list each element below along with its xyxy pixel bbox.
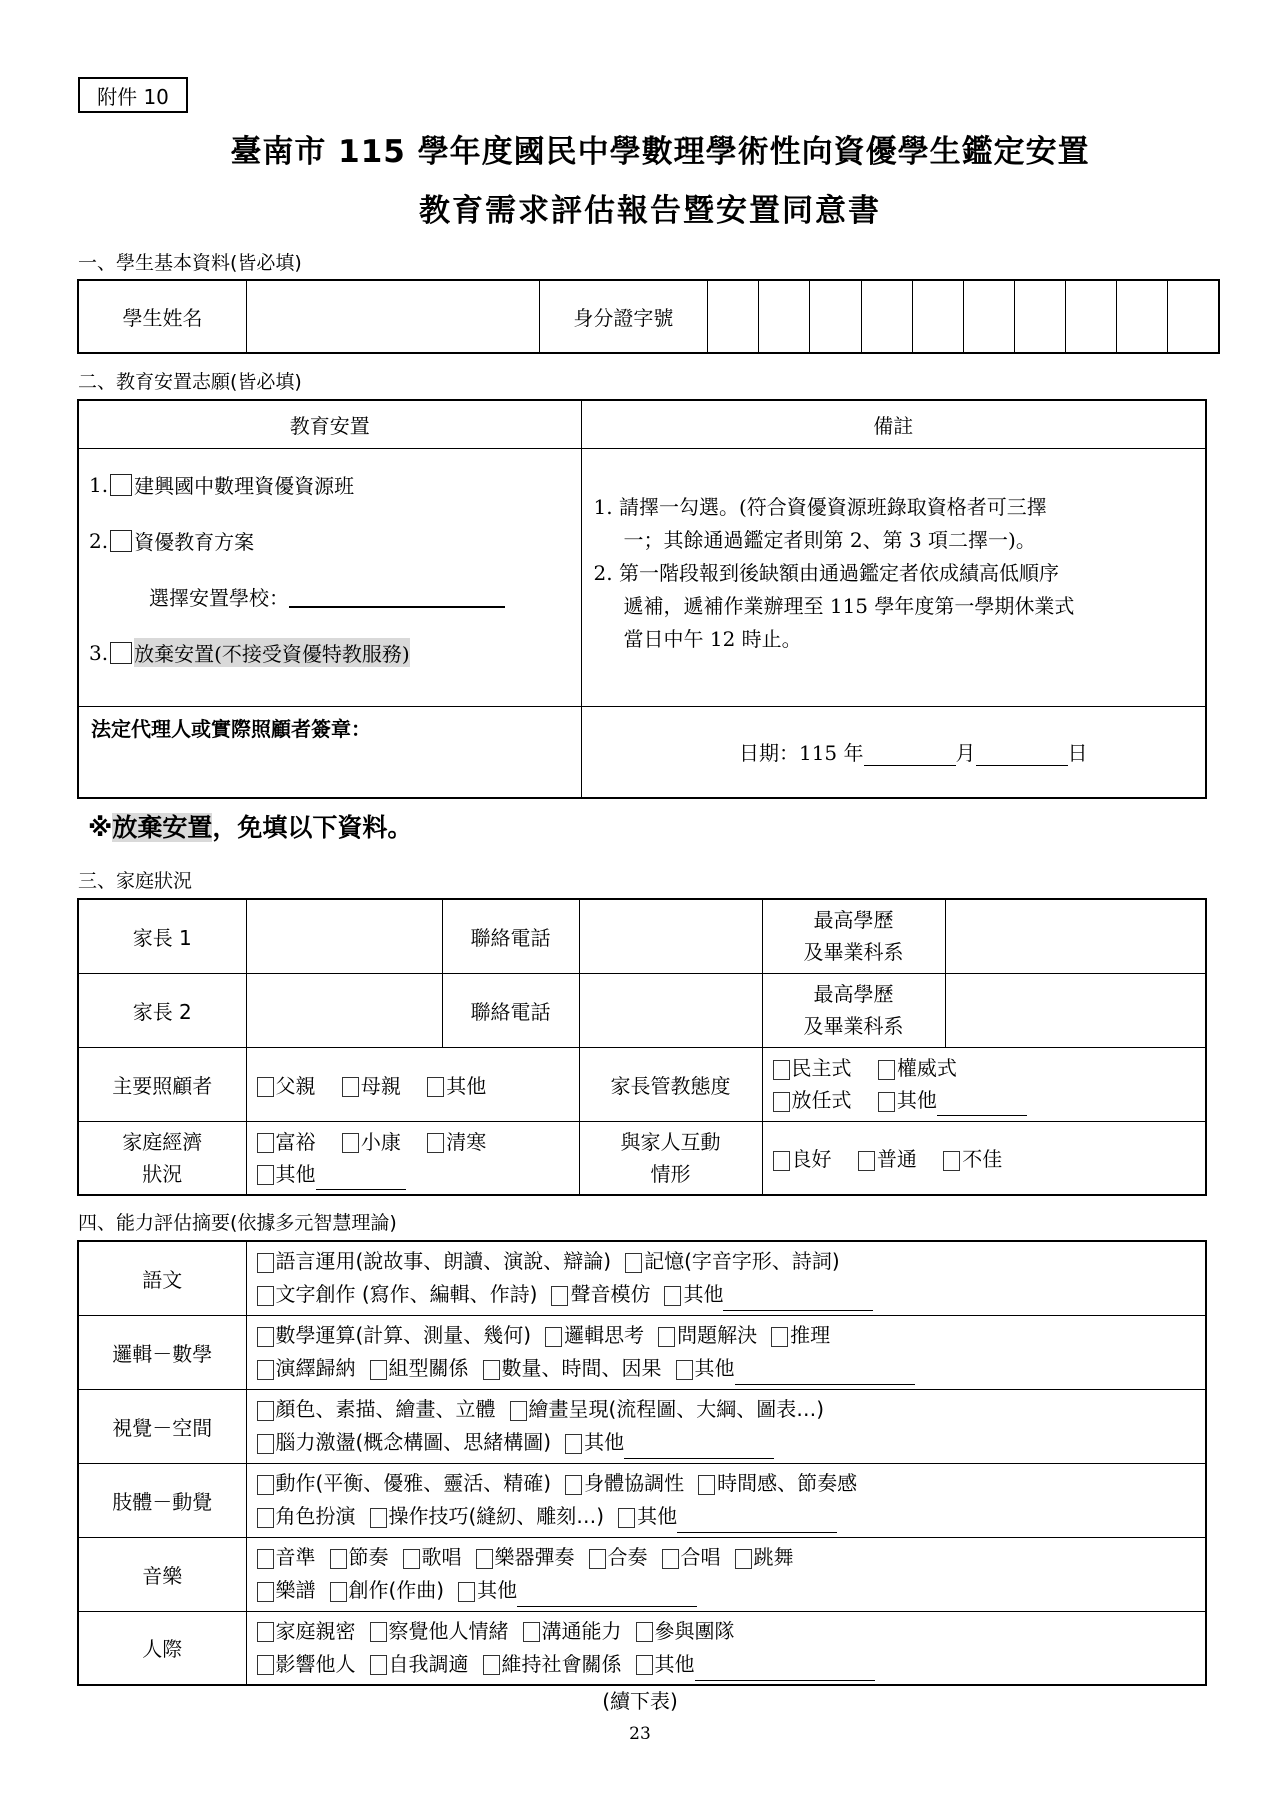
- ability-options-line: [247, 1393, 1206, 1426]
- checkbox[interactable]: [257, 1508, 274, 1528]
- ability-option[interactable]: [636, 1652, 875, 1676]
- ability-option[interactable]: [257, 1249, 612, 1273]
- option-number: 1.: [89, 472, 109, 497]
- checkbox[interactable]: [257, 1655, 274, 1675]
- note-text: 當日中午 12 時止。: [623, 626, 802, 651]
- checkbox[interactable]: [458, 1582, 475, 1602]
- checkbox[interactable]: [370, 1360, 387, 1380]
- date-day-field[interactable]: [976, 744, 1068, 766]
- option-label: 身體協調性: [584, 1471, 685, 1495]
- skip-notice-text: ，免填以下資料。: [212, 813, 413, 842]
- ability-option[interactable]: [370, 1652, 469, 1676]
- option-label: 推理: [790, 1323, 831, 1347]
- checkbox[interactable]: [618, 1508, 635, 1528]
- checkbox[interactable]: [110, 530, 132, 552]
- ability-option[interactable]: [458, 1578, 697, 1602]
- id-digit-box[interactable]: [810, 280, 861, 353]
- other-text-field[interactable]: [937, 1096, 1027, 1116]
- ability-option[interactable]: [257, 1652, 356, 1676]
- ability-option[interactable]: [257, 1430, 552, 1454]
- parent2-education-label: [762, 973, 945, 1047]
- checkbox[interactable]: [545, 1327, 562, 1347]
- student-name-field[interactable]: [246, 280, 539, 353]
- ability-option[interactable]: [257, 1397, 496, 1421]
- option-label: 其他: [584, 1430, 625, 1454]
- ability-options-line: [247, 1245, 1206, 1278]
- other-text-field[interactable]: [677, 1513, 837, 1533]
- option-label: 父親: [275, 1073, 316, 1098]
- option-label: 創作(作曲): [348, 1578, 445, 1602]
- ability-option[interactable]: [698, 1471, 857, 1495]
- ability-option[interactable]: [551, 1282, 650, 1306]
- ability-option[interactable]: [370, 1356, 469, 1380]
- option-label: 察覺他人情緒: [388, 1618, 509, 1643]
- id-digit-box[interactable]: [1014, 280, 1065, 353]
- school-select-row: [79, 569, 581, 625]
- option-label: 其他: [637, 1504, 678, 1528]
- family-economy-options: [246, 1121, 579, 1195]
- checkbox[interactable]: [257, 1549, 274, 1569]
- skip-notice-highlight: 放棄安置: [112, 813, 213, 842]
- checkbox[interactable]: [110, 642, 132, 664]
- checkbox[interactable]: [257, 1165, 274, 1185]
- checkbox[interactable]: [565, 1434, 582, 1454]
- ability-option[interactable]: [257, 1282, 538, 1306]
- ability-option[interactable]: [403, 1545, 462, 1569]
- checkbox[interactable]: [589, 1549, 606, 1569]
- other-text-field[interactable]: [517, 1587, 697, 1607]
- option-label: 清寒: [446, 1129, 487, 1154]
- ability-area-label: 人際: [78, 1611, 246, 1685]
- ability-options-cell: [246, 1241, 1206, 1315]
- ability-option[interactable]: [664, 1282, 873, 1306]
- ability-options-line: [247, 1467, 1206, 1500]
- id-digit-box[interactable]: [1066, 280, 1117, 353]
- option-label: 數量、時間、因果: [501, 1356, 662, 1380]
- section1-heading: 一、學生基本資料(皆必填): [78, 252, 302, 274]
- ability-option[interactable]: [476, 1545, 575, 1569]
- ability-option[interactable]: [483, 1652, 622, 1676]
- placement-options-cell: [78, 448, 581, 706]
- notes-cell: [581, 448, 1206, 706]
- option-label: 民主式: [791, 1056, 852, 1080]
- school-select-label: 選擇安置學校：: [149, 586, 289, 610]
- ability-area-label: 肢體－動覺: [78, 1463, 246, 1537]
- checkbox[interactable]: [342, 1077, 359, 1097]
- checkbox[interactable]: [370, 1622, 387, 1642]
- checkbox[interactable]: [658, 1327, 675, 1347]
- ability-options-cell: [246, 1463, 1206, 1537]
- continued-note: (續下表): [602, 1689, 678, 1713]
- family-status-table: [77, 898, 1207, 1196]
- option-label: 建興國中數理資優資源班: [134, 474, 355, 498]
- ability-options-line: [247, 1500, 1206, 1533]
- section4-heading: 四、能力評估摘要(依據多元智慧理論): [78, 1212, 397, 1234]
- placement-preference-table: [77, 399, 1207, 799]
- signature-date-cell: [581, 706, 1206, 798]
- checkbox[interactable]: [257, 1077, 274, 1097]
- option-label: 其他: [654, 1651, 695, 1676]
- economy-option-moderate[interactable]: [342, 1130, 401, 1154]
- student-name-label: 學生姓名: [78, 280, 246, 353]
- economy-option-poor[interactable]: [427, 1130, 486, 1154]
- parent2-phone-field[interactable]: [579, 973, 762, 1047]
- ability-option[interactable]: [510, 1397, 825, 1421]
- ability-area-label: 音樂: [78, 1537, 246, 1611]
- other-text-field[interactable]: [316, 1170, 406, 1190]
- option-label: 母親: [360, 1073, 401, 1098]
- option-label: 影響他人: [275, 1651, 356, 1676]
- reference-mark: ※: [88, 813, 113, 842]
- option-label: 合唱: [680, 1545, 721, 1569]
- ability-options-line: [247, 1541, 1206, 1574]
- family-interaction-options: [762, 1121, 1206, 1195]
- id-digit-box[interactable]: [912, 280, 963, 353]
- parenting-option-authoritarian[interactable]: [878, 1056, 957, 1080]
- ability-options-line: [247, 1648, 1206, 1681]
- ability-options-cell: [246, 1389, 1206, 1463]
- guardian-signature-label: 法定代理人或實際照顧者簽章：: [91, 716, 371, 741]
- option-label: 邏輯思考: [564, 1323, 645, 1347]
- option-label: 權威式: [896, 1056, 957, 1080]
- ability-row: [78, 1241, 1206, 1315]
- date-month-label: 月: [955, 741, 976, 766]
- checkbox[interactable]: [483, 1655, 500, 1675]
- parent1-label: 家長 1: [78, 899, 246, 973]
- checkbox[interactable]: [483, 1360, 500, 1380]
- ability-option[interactable]: [330, 1545, 389, 1569]
- placement-option-3[interactable]: [79, 625, 581, 681]
- option-number: 2.: [89, 528, 109, 553]
- ability-option[interactable]: [257, 1471, 552, 1495]
- date-day-label: 日: [1067, 741, 1088, 766]
- option-label: 動作(平衡、優雅、靈活、精確): [275, 1471, 552, 1495]
- option-label: 聲音模仿: [570, 1282, 651, 1307]
- ability-option[interactable]: [257, 1619, 356, 1643]
- option-label: 合奏: [607, 1545, 648, 1569]
- ability-option[interactable]: [662, 1545, 721, 1569]
- id-digit-box[interactable]: [1168, 280, 1219, 353]
- parenting-option-other[interactable]: [878, 1088, 1027, 1112]
- ability-area-label: 語文: [78, 1241, 246, 1315]
- option-label: 不佳: [962, 1147, 1003, 1172]
- parent1-education-field[interactable]: [945, 899, 1206, 973]
- checkbox[interactable]: [858, 1151, 875, 1171]
- option-label: 放任式: [791, 1088, 852, 1112]
- parent2-name-field[interactable]: [246, 973, 442, 1047]
- ability-option[interactable]: [565, 1471, 684, 1495]
- checkbox[interactable]: [257, 1286, 274, 1306]
- ability-option[interactable]: [257, 1356, 356, 1380]
- ability-option[interactable]: [483, 1356, 662, 1380]
- parenting-attitude-label: 家長管教態度: [579, 1047, 762, 1121]
- option-label: 家庭親密: [275, 1618, 356, 1643]
- id-digit-box[interactable]: [1117, 280, 1168, 353]
- ability-row: [78, 1463, 1206, 1537]
- section2-heading: 二、教育安置志願(皆必填): [78, 371, 302, 393]
- checkbox[interactable]: [551, 1286, 568, 1306]
- checkbox[interactable]: [257, 1475, 274, 1495]
- ability-area-label: 邏輯－數學: [78, 1315, 246, 1389]
- option-label: 富裕: [275, 1129, 316, 1154]
- checkbox[interactable]: [510, 1401, 527, 1421]
- checkbox[interactable]: [636, 1622, 653, 1642]
- family-economy-label: [78, 1121, 246, 1195]
- ability-row: [78, 1389, 1206, 1463]
- caregiver-option-father[interactable]: [257, 1074, 316, 1098]
- checkbox[interactable]: [565, 1475, 582, 1495]
- school-select-field[interactable]: [289, 586, 505, 608]
- parent2-label: 家長 2: [78, 973, 246, 1047]
- placement-column-header: 教育安置: [78, 400, 581, 448]
- option-label: 語言運用(說故事、朗讀、演說、辯論): [275, 1249, 612, 1274]
- option-label: 顏色、素描、繪畫、立體: [275, 1397, 496, 1421]
- section3-heading: 三、家庭狀況: [78, 870, 193, 892]
- option-label: 普通: [876, 1147, 917, 1172]
- ability-area-label: 視覺－空間: [78, 1389, 246, 1463]
- option-label: 其他: [446, 1073, 487, 1098]
- ability-options-cell: [246, 1611, 1206, 1685]
- checkbox[interactable]: [257, 1327, 274, 1347]
- page-title: 臺南市 115 學年度國民中學數理學術性向資優學生鑑定安置: [230, 134, 1090, 170]
- option-label: 問題解決: [677, 1323, 758, 1347]
- id-digit-box[interactable]: [759, 280, 810, 353]
- caregiver-option-other[interactable]: [427, 1074, 486, 1098]
- option-label: 參與團隊: [654, 1618, 735, 1643]
- ability-option[interactable]: [257, 1578, 316, 1602]
- option-label: 樂器彈奏: [494, 1545, 575, 1569]
- checkbox[interactable]: [110, 474, 132, 496]
- checkbox[interactable]: [370, 1655, 387, 1675]
- checkbox[interactable]: [698, 1475, 715, 1495]
- checkbox[interactable]: [943, 1151, 960, 1171]
- ability-option[interactable]: [771, 1323, 830, 1347]
- education-label-line: 及畢業科系: [803, 940, 904, 965]
- option-label: 其他: [477, 1578, 518, 1602]
- economy-option-other[interactable]: [257, 1162, 406, 1186]
- ability-options-line: [247, 1615, 1206, 1648]
- placement-option-2[interactable]: [79, 513, 581, 569]
- education-label-line: 及畢業科系: [803, 1014, 904, 1038]
- note-1: [582, 491, 1206, 557]
- interaction-option-average[interactable]: [858, 1147, 917, 1171]
- id-number-label: 身分證字號: [539, 280, 707, 353]
- ability-row: [78, 1537, 1206, 1611]
- checkbox[interactable]: [664, 1286, 681, 1306]
- checkbox[interactable]: [878, 1060, 895, 1080]
- date-prefix: 日期：115 年: [738, 741, 864, 766]
- label-line: 情形: [650, 1161, 691, 1186]
- ability-option[interactable]: [370, 1619, 509, 1643]
- ability-option[interactable]: [625, 1249, 840, 1273]
- option-label: 樂譜: [275, 1578, 316, 1602]
- checkbox[interactable]: [427, 1133, 444, 1153]
- option-label: 其他: [275, 1161, 316, 1186]
- caregiver-option-mother[interactable]: [342, 1074, 401, 1098]
- checkbox[interactable]: [330, 1582, 347, 1602]
- option-label: 數學運算(計算、測量、幾何): [275, 1323, 532, 1347]
- id-digit-box[interactable]: [708, 280, 759, 353]
- note-text: 2. 第一階段報到後缺額由通過鑑定者依成績高低順序: [593, 560, 1059, 585]
- checkbox[interactable]: [257, 1253, 274, 1273]
- option-label: 記憶(字音字形、詩詞): [644, 1249, 840, 1274]
- checkbox[interactable]: [257, 1401, 274, 1421]
- ability-option[interactable]: [735, 1545, 794, 1569]
- economy-option-wealthy[interactable]: [257, 1130, 316, 1154]
- checkbox[interactable]: [257, 1133, 274, 1153]
- parenting-option-democratic[interactable]: [773, 1056, 852, 1080]
- option-label: 維持社會關係: [501, 1651, 622, 1676]
- ability-option[interactable]: [676, 1356, 915, 1380]
- checkbox[interactable]: [330, 1549, 347, 1569]
- option-label: 其他: [694, 1356, 735, 1380]
- checkbox[interactable]: [257, 1622, 274, 1642]
- checkbox[interactable]: [476, 1549, 493, 1569]
- label-line: 與家人互動: [620, 1129, 721, 1154]
- ability-options-cell: [246, 1537, 1206, 1611]
- ability-option[interactable]: [330, 1578, 445, 1602]
- ability-options-cell: [246, 1315, 1206, 1389]
- option-label: 操作技巧(縫紉、雕刻…): [388, 1504, 605, 1528]
- option-label: 自我調適: [388, 1651, 469, 1676]
- checkbox[interactable]: [523, 1622, 540, 1642]
- checkbox[interactable]: [370, 1508, 387, 1528]
- education-label-line: 最高學歷: [813, 982, 894, 1006]
- checkbox[interactable]: [771, 1327, 788, 1347]
- family-interaction-label: [579, 1121, 762, 1195]
- other-text-field[interactable]: [735, 1365, 915, 1385]
- option-label: 文字創作 (寫作、編輯、作詩): [275, 1282, 538, 1307]
- ability-options-line: [247, 1319, 1206, 1352]
- ability-options-line: [247, 1426, 1206, 1459]
- ability-assessment-table: [77, 1240, 1207, 1686]
- label-line: 家庭經濟: [122, 1129, 203, 1154]
- parenting-attitude-options: [762, 1047, 1206, 1121]
- ability-option[interactable]: [257, 1323, 532, 1347]
- education-label-line: 最高學歷: [813, 908, 894, 933]
- checkbox[interactable]: [625, 1253, 642, 1273]
- interaction-option-poor[interactable]: [943, 1147, 1002, 1171]
- ability-option[interactable]: [658, 1323, 757, 1347]
- option-label: 小康: [360, 1129, 401, 1154]
- option-label: 音準: [275, 1545, 316, 1569]
- checkbox[interactable]: [676, 1360, 693, 1380]
- option-label: 良好: [791, 1147, 832, 1172]
- option-label: 跳舞: [753, 1545, 794, 1569]
- option-label: 其他: [896, 1088, 937, 1112]
- id-digit-box[interactable]: [861, 280, 912, 353]
- note-text: 一；其餘通過鑑定者則第 2、第 3 項二擇一)。: [623, 527, 1036, 552]
- option-label: 放棄安置(不接受資優特教服務): [134, 638, 410, 667]
- parent1-phone-label: 聯絡電話: [442, 899, 579, 973]
- option-label: 節奏: [348, 1545, 389, 1569]
- ability-options-line: [247, 1574, 1206, 1607]
- checkbox[interactable]: [257, 1360, 274, 1380]
- ability-option[interactable]: [523, 1619, 622, 1643]
- option-label: 腦力激盪(概念構圖、思緒構圖): [275, 1430, 552, 1454]
- page-subtitle: 教育需求評估報告暨安置同意書: [419, 193, 881, 229]
- student-basic-info-table: [77, 279, 1220, 354]
- ability-option[interactable]: [618, 1504, 837, 1528]
- placement-option-1[interactable]: [79, 457, 581, 513]
- ability-option[interactable]: [589, 1545, 648, 1569]
- parenting-option-permissive[interactable]: [773, 1088, 852, 1112]
- parent1-education-label: [762, 899, 945, 973]
- option-label: 演繹歸納: [275, 1356, 356, 1380]
- checkbox[interactable]: [403, 1549, 420, 1569]
- checkbox[interactable]: [878, 1092, 895, 1112]
- attachment-tag: 附件 10: [78, 77, 188, 113]
- guardian-signature-field[interactable]: [78, 706, 581, 798]
- option-label: 繪畫呈現(流程圖、大綱、圖表…): [528, 1397, 825, 1421]
- checkbox[interactable]: [773, 1092, 790, 1112]
- checkbox[interactable]: [773, 1151, 790, 1171]
- option-number: 3.: [89, 640, 109, 665]
- skip-notice: [88, 808, 412, 844]
- primary-caregiver-options: [246, 1047, 579, 1121]
- ability-option[interactable]: [545, 1323, 644, 1347]
- note-text: 遞補，遞補作業辦理至 115 學年度第一學期休業式: [623, 593, 1075, 618]
- option-label: 組型關係: [388, 1356, 469, 1380]
- checkbox[interactable]: [735, 1549, 752, 1569]
- primary-caregiver-label: 主要照顧者: [78, 1047, 246, 1121]
- option-label: 溝通能力: [541, 1618, 622, 1643]
- date-month-field[interactable]: [864, 744, 956, 766]
- notes-column-header: 備註: [581, 400, 1206, 448]
- checkbox[interactable]: [427, 1077, 444, 1097]
- other-text-field[interactable]: [624, 1439, 774, 1459]
- other-text-field[interactable]: [695, 1661, 875, 1681]
- ability-row: [78, 1611, 1206, 1685]
- parent1-name-field[interactable]: [246, 899, 442, 973]
- checkbox[interactable]: [636, 1655, 653, 1675]
- ability-options-line: [247, 1352, 1206, 1385]
- parent2-phone-label: 聯絡電話: [442, 973, 579, 1047]
- parent2-education-field[interactable]: [945, 973, 1206, 1047]
- option-label: 其他: [683, 1282, 724, 1307]
- note-text: 1. 請擇一勾選。(符合資優資源班錄取資格者可三擇: [593, 494, 1047, 519]
- checkbox[interactable]: [662, 1549, 679, 1569]
- ability-option[interactable]: [370, 1504, 605, 1528]
- ability-option[interactable]: [636, 1619, 735, 1643]
- note-2: [582, 557, 1206, 656]
- ability-row: [78, 1315, 1206, 1389]
- page-number: 23: [629, 1724, 651, 1744]
- checkbox[interactable]: [257, 1434, 274, 1454]
- checkbox[interactable]: [257, 1582, 274, 1602]
- label-line: 狀況: [142, 1161, 183, 1186]
- ability-option[interactable]: [257, 1504, 356, 1528]
- parent1-phone-field[interactable]: [579, 899, 762, 973]
- option-label: 資優教育方案: [134, 530, 255, 554]
- checkbox[interactable]: [773, 1060, 790, 1080]
- ability-option[interactable]: [565, 1430, 774, 1454]
- ability-option[interactable]: [257, 1545, 316, 1569]
- interaction-option-good[interactable]: [773, 1147, 832, 1171]
- option-label: 角色扮演: [275, 1504, 356, 1528]
- checkbox[interactable]: [342, 1133, 359, 1153]
- option-label: 時間感、節奏感: [717, 1471, 858, 1495]
- ability-options-line: [247, 1278, 1206, 1311]
- id-digit-box[interactable]: [963, 280, 1014, 353]
- other-text-field[interactable]: [723, 1291, 873, 1311]
- option-label: 歌唱: [421, 1545, 462, 1569]
